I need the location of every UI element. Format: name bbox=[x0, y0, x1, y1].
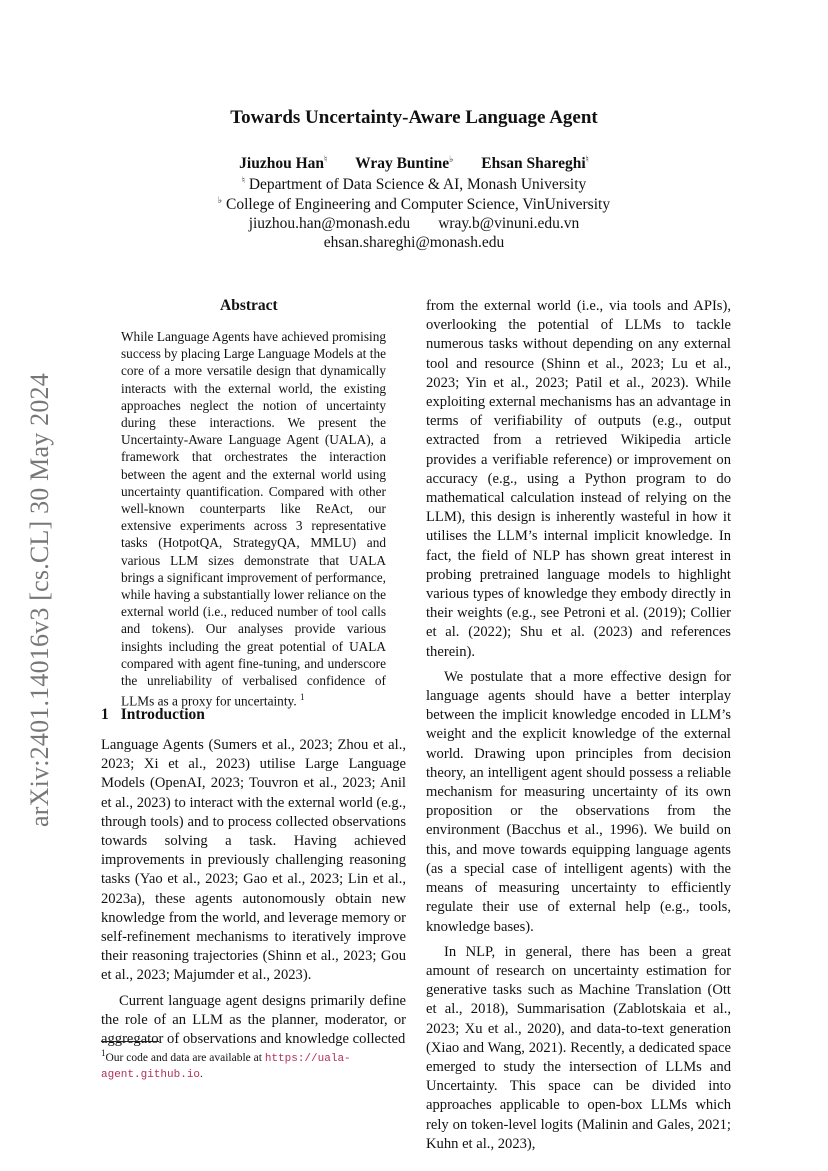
footnote-link[interactable]: https://uala-agent.github.io bbox=[101, 1052, 351, 1081]
email: ehsan.shareghi@monash.edu bbox=[323, 234, 505, 251]
affiliation: ♭ College of Engineering and Computer Science, VinUniversity bbox=[217, 195, 611, 214]
abstract-text: While Language Agents have achieved promising success by placing Large Language Models at the core of a more versatile design that dynamically interacts with the external world, the existing approaches neglect the notion of uncertainty during these interactions. We present the Uncertainty-Aware Language Agent (UALA), a framework that orchestrates the interaction between the agent and the external world using uncertainty quantification. Compared with other well-known counterparts like ReAct, our extensive experiments across 3 representative tasks (HotpotQA, StrategyQA, MMLU) and various LLM sizes demonstrate that UALA brings a significant improvement of performance, while having a substantially lower reliance on the external world (i.e., reduced number of tool calls and tokens). Our analyses provide various insights including the great potential of UALA compared with agent fine-tuning, and underscore the unreliability of verbalised confidence of LLMs as a proxy for uncertainty. $^1$ bbox=[121, 329, 386, 709]
abstract-heading: Abstract bbox=[220, 297, 278, 314]
paragraph: We postulate that a more effective design for language agents should have a better interplay between the implicit knowledge encoded in LLM’s weight and the explicit knowledge of the external world. Drawing upon principles from decision theory, an intelligent agent should possess a reliable mechanism for measuring uncertainty of its own proposition or the observations from the environment (Bacchus et al., 1996). We build on this, and move towards equipping language agents (as a special case of intelligent agents) with the means of measuring uncertainty to efficiently regulate their use of external help (e.g., tools, knowledge bases). bbox=[426, 668, 731, 935]
footnote-rule bbox=[101, 1041, 159, 1042]
author: Ehsan Shareghi♮ bbox=[481, 154, 589, 173]
author: Wray Buntine♭ bbox=[355, 154, 454, 173]
paragraph: In NLP, in general, there has been a great amount of research on uncertainty estimation for generative tasks such as Machine Translation (Ott et al., 2018), Summarisation (Zablotskaia et al., 2023; Xu et al., 2020), and data-to-text generation (Xiao and Wang, 2021). Recently, a dedicated space emerged to study the intersection of LLMs and Uncertainty. This space can be divided into approaches applicable to open-box LLMs which rely on token-level logits (Malinin and Gales, 2021; Kuhn et al., 2023), bbox=[426, 943, 731, 1152]
footnote: $^1$Our code and data are available at https://uala-agent.github.io. bbox=[101, 1048, 351, 1081]
right-column bbox=[426, 297, 731, 1160]
affiliation: ♮ Department of Data Science & AI, Monash University bbox=[241, 175, 587, 194]
email-row bbox=[0, 215, 828, 233]
author: Jiuzhou Han♮ bbox=[239, 154, 328, 173]
paper-title: Towards Uncertainty-Aware Language Agent bbox=[230, 107, 598, 128]
arxiv-stamp: arXiv:2401.14016v3 [cs.CL] 30 May 2024 bbox=[25, 373, 54, 827]
author-list bbox=[0, 154, 828, 173]
paragraph: from the external world (i.e., via tools and APIs), overlooking the potential of LLMs to tackle numerous tasks without depending on any external tool and resource (Shinn et al., 2023; Lu et al., 2023; Yin et al., 2023; Patil et al., 2023). While exploiting external mechanisms has an advantage in terms of verifiability of outputs (e.g., output extracted from a retrieved Wikipedia article provides a verifiable reference) or improvement on accuracy (e.g., using a Python program to do mathematical calculation instead of relying on the LLM), this design is inherently wasteful in how it utilises the LLM’s internal implicit knowledge. In fact, the field of NLP has shown great interest in probing pretrained language models to highlight various types of knowledge they embody directly in their weights (e.g., see Petroni et al. (2019); Collier et al. (2022); Shu et al. (2023) and references therein). bbox=[426, 298, 731, 660]
paragraph: Language Agents (Sumers et al., 2023; Zhou et al., 2023; Xi et al., 2023) utilise Large Language Models (OpenAI, 2023; Touvron et al., 2023; Anil et al., 2023) to interact with the external world (e.g., through tools) and to process collected observations towards solving a task. Having achieved improvements in previously challenging reasoning tasks (Yao et al., 2023; Gao et al., 2023; Lin et al., 2023a), these agents autonomously obtain new knowledge from the world, and leverage memory or self-refinement mechanisms to iteratively improve their reasoning trajectories (Shinn et al., 2023; Gou et al., 2023; Majumder et al., 2023). bbox=[101, 737, 406, 984]
email: jiuzhou.han@monash.edu bbox=[248, 215, 411, 232]
paragraph: Current language agent designs primarily define the role of an LLM as the planner, moderator, or aggregator of observations and knowledge collected bbox=[101, 992, 406, 1048]
section-heading: 1 Introduction bbox=[101, 706, 205, 723]
left-column bbox=[101, 736, 406, 1055]
email: wray.b@vinuni.edu.vn bbox=[438, 215, 580, 232]
